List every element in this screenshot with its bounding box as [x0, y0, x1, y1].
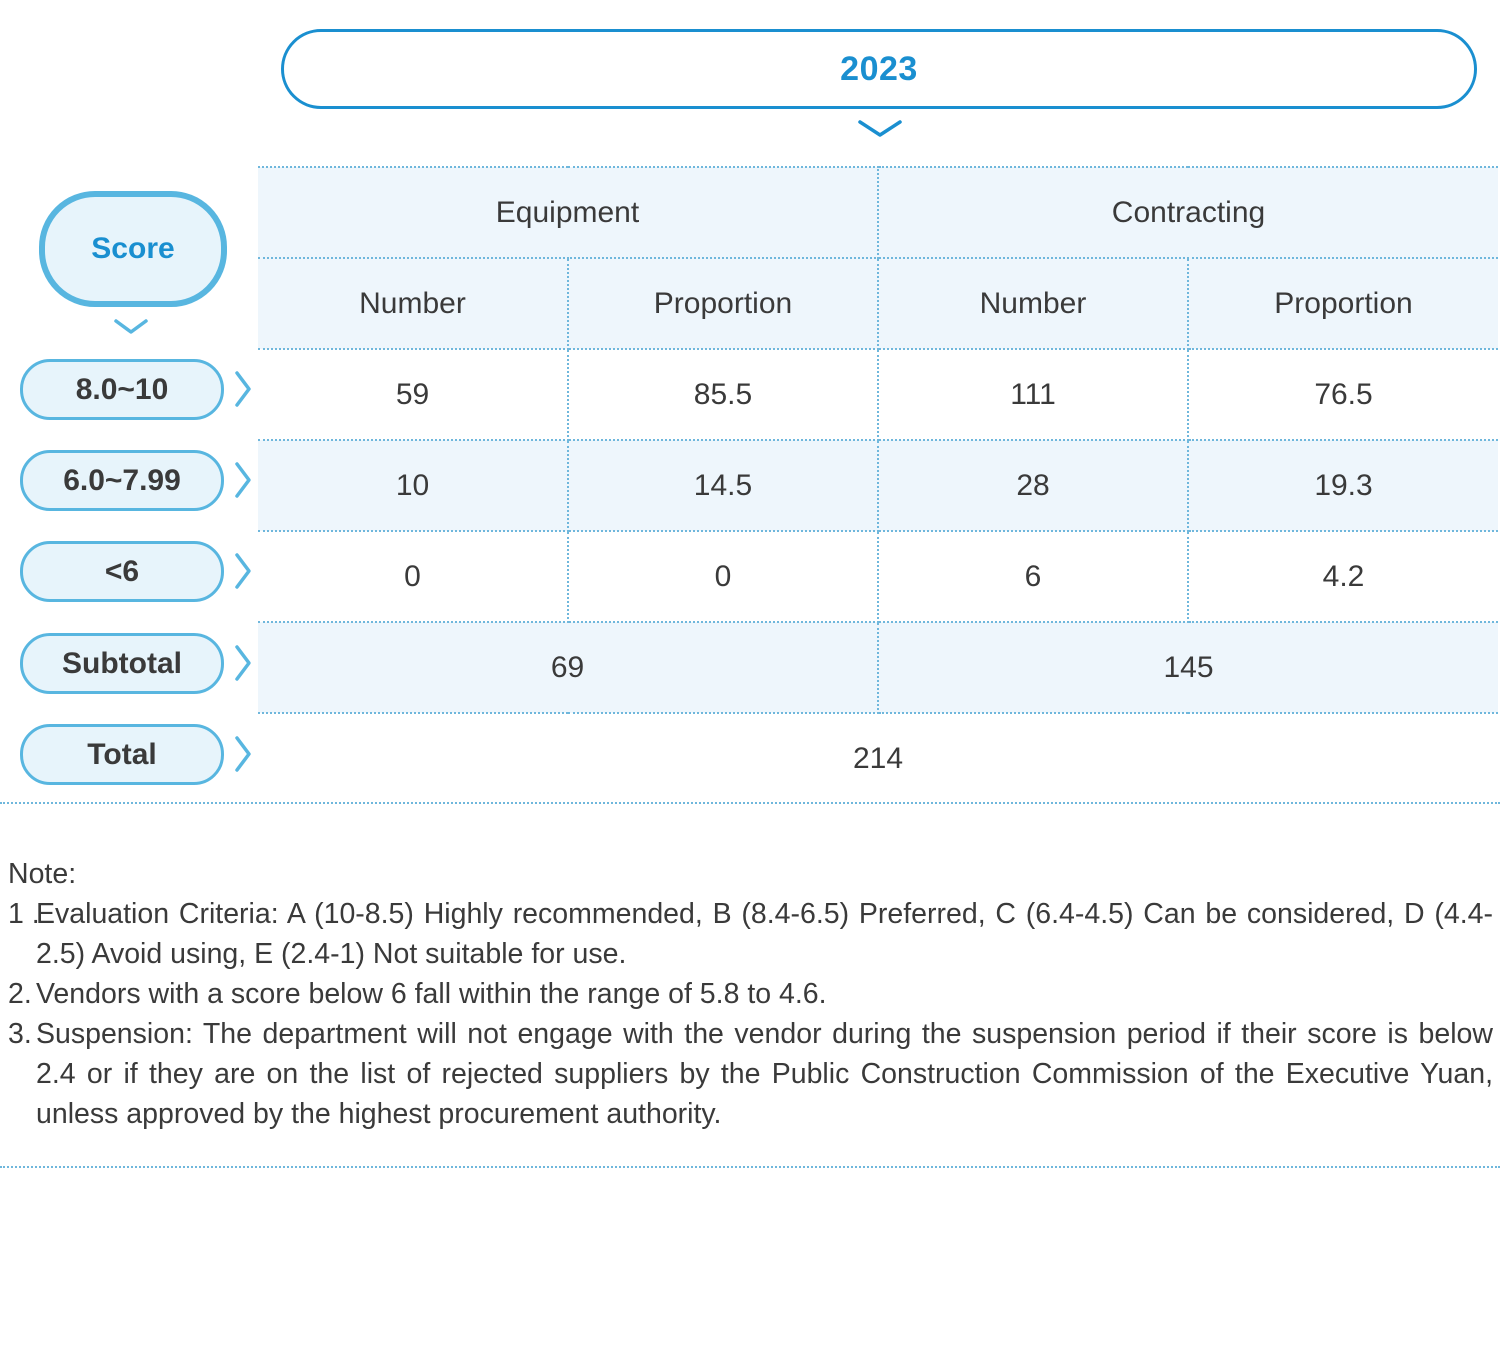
table-sub-header-row	[258, 258, 1498, 349]
chevron-right-icon	[232, 551, 254, 591]
score-header-label: Score	[91, 232, 175, 265]
group-header-contracting: Contracting	[878, 167, 1498, 258]
row-label-text: Subtotal	[62, 646, 182, 680]
divider	[0, 1166, 1500, 1168]
note-text: Suspension: The department will not engage with the vendor during the suspension period if their score is below 2.4 or if they are on the list of rejected suppliers by the Public Construction Commission of the Executive Yuan, unless approved by the highest procurement authority.	[36, 1018, 1493, 1130]
chevron-right-icon	[232, 643, 254, 683]
table-group-header-row	[258, 167, 1498, 258]
group-header-equipment: Equipment	[258, 167, 878, 258]
sub-header-proportion: Proportion	[1188, 258, 1498, 349]
row-label-below-6	[20, 541, 224, 602]
chevron-right-icon	[232, 734, 254, 774]
note-item	[8, 974, 1493, 1014]
row-label-text: <6	[104, 554, 140, 588]
note-item	[8, 1014, 1493, 1134]
table-cell: 4.2	[1188, 531, 1498, 622]
sub-header-proportion: Proportion	[568, 258, 878, 349]
divider	[0, 802, 1500, 804]
chevron-down-icon	[114, 318, 148, 336]
table-cell: 28	[878, 440, 1188, 531]
subtotal-row	[258, 622, 1498, 713]
table-row	[258, 531, 1498, 622]
year-label: 2023	[840, 49, 918, 88]
table-cell: 59	[258, 349, 568, 440]
row-label-text: 8.0~10	[75, 372, 169, 406]
note-number: 2.	[8, 978, 32, 1010]
note-text: Vendors with a score below 6 fall within the range of 5.8 to 4.6.	[36, 978, 827, 1010]
chevron-right-icon	[232, 460, 254, 500]
score-header-pill	[39, 191, 227, 307]
chevron-right-icon	[232, 369, 254, 409]
note-text: Evaluation Criteria: A (10-8.5) Highly recommended, B (8.4-6.5) Preferred, C (6.4-4.5) Can be considered, D (4.4-2.5) Avoid using, E (2.4-1) Not suitable for use.	[36, 898, 1493, 970]
notes-title: Note:	[8, 858, 77, 890]
table-cell: 0	[568, 531, 878, 622]
score-table	[258, 166, 1498, 803]
year-pill	[281, 29, 1477, 109]
table-cell: 111	[878, 349, 1188, 440]
table-cell: 85.5	[568, 349, 878, 440]
table-cell: 10	[258, 440, 568, 531]
table-row	[258, 349, 1498, 440]
table-cell: 19.3	[1188, 440, 1498, 531]
table-cell: 6	[878, 531, 1188, 622]
total-value: 214	[258, 713, 1498, 803]
subtotal-contracting: 145	[878, 622, 1498, 713]
row-label-subtotal	[20, 633, 224, 694]
row-label-text: Total	[87, 737, 157, 771]
sub-header-number: Number	[258, 258, 568, 349]
subtotal-equipment: 69	[258, 622, 878, 713]
row-label-6-7-99	[20, 450, 224, 511]
total-row	[258, 713, 1498, 803]
table-row	[258, 440, 1498, 531]
table-cell: 76.5	[1188, 349, 1498, 440]
note-number: 1 .	[8, 898, 40, 930]
note-item	[8, 894, 1493, 974]
row-label-text: 6.0~7.99	[63, 463, 181, 497]
row-label-total	[20, 724, 224, 785]
table-cell: 0	[258, 531, 568, 622]
note-number: 3.	[8, 1018, 32, 1050]
sub-header-number: Number	[878, 258, 1188, 349]
row-label-8-10	[20, 359, 224, 420]
table-cell: 14.5	[568, 440, 878, 531]
chevron-down-icon	[858, 118, 902, 140]
notes-section	[8, 854, 1493, 1134]
